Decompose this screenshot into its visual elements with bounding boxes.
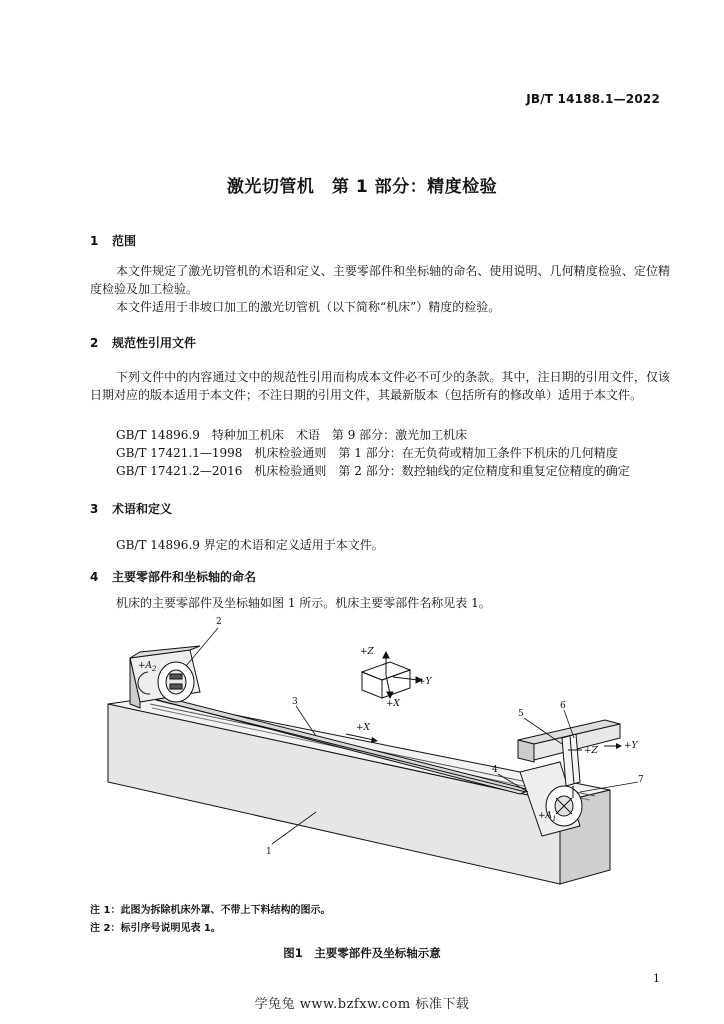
figure-caption: 图1 主要零部件及坐标轴示意: [283, 946, 441, 960]
section-title: 主要零部件和坐标轴的命名: [112, 570, 257, 584]
section-1-heading: [90, 232, 136, 249]
axis-label-z: +Z: [360, 647, 374, 657]
section-title: 规范性引用文件: [112, 336, 197, 350]
callout-3: 3: [292, 697, 298, 707]
axis-label-z-right: +Z: [584, 746, 598, 756]
section-4-heading: [90, 568, 256, 585]
section-number: 2: [90, 336, 99, 350]
axis-label-a2: $+A_2$: [138, 661, 157, 673]
section-3-heading: [90, 500, 172, 517]
callout-6: 6: [560, 701, 566, 711]
section-title: 术语和定义: [112, 502, 173, 516]
page-number: 1: [653, 972, 660, 985]
reference-item: GB/T 17421.2—2016 机床检验通则 第 2 部分：数控轴线的定位精度和重复定位精度的确定: [116, 464, 630, 478]
y-axis-arrowhead-right: [616, 743, 622, 749]
machine-diagram: [90, 612, 670, 902]
reference-item: GB/T 14896.9 特种加工机床 术语 第 9 部分：激光加工机床: [116, 428, 468, 442]
section-1-paragraph-2: 本文件适用于非坡口加工的激光切管机（以下简称“机床”）精度的检验。: [116, 300, 501, 314]
x-axis-arrowhead: [371, 737, 378, 743]
callout-4: 4: [492, 765, 498, 775]
section-1-paragraph-1: 本文件规定了激光切管机的术语和定义、主要零部件和坐标轴的命名、使用说明、几何精度检验、定位精度检验及加工检验。: [90, 264, 670, 296]
section-title: 范围: [112, 234, 137, 248]
axis-label-y: +Y: [418, 677, 432, 687]
callout-1: 1: [266, 847, 272, 857]
callout-7: 7: [638, 775, 644, 785]
figure-note-2: 注 2：标引序号说明见表 1。: [90, 923, 221, 934]
section-number: 1: [90, 234, 99, 248]
axis-label-y-right: +Y: [624, 741, 638, 751]
callout-5: 5: [518, 709, 524, 719]
callout-2: 2: [216, 617, 222, 627]
coordinate-system: [362, 652, 422, 698]
reference-item: GB/T 17421.1—1998 机床检验通则 第 1 部分：在无负荷或精加工条件下机床的几何精度: [116, 446, 618, 460]
figure-note-1: 注 1：此图为拆除机床外罩、不带上下料结构的图示。: [90, 905, 331, 916]
standard-code: JB/T 14188.1—2022: [526, 92, 660, 106]
section-number: 4: [90, 570, 99, 584]
section-number: 3: [90, 502, 99, 516]
document-title: 激光切管机 第 1 部分：精度检验: [226, 177, 498, 197]
axis-label-a1: $+A_1$: [538, 811, 557, 823]
axis-label-x-main: +X: [356, 723, 370, 733]
axis-label-x: +X: [386, 699, 400, 709]
section-2-heading: [90, 334, 196, 351]
section-4-paragraph-1: 机床的主要零部件及坐标轴如图 1 所示。机床主要零部件名称见表 1。: [116, 596, 491, 610]
section-2-paragraph-1: 下列文件中的内容通过文中的规范性引用而构成本文件必不可少的条款。其中，注日期的引用文件，仅该日期对应的版本适用于本文件；不注日期的引用文件，其最新版本（包括所有的修改单）适用于本文件。: [90, 370, 670, 402]
site-watermark: 学兔兔 www.bzfxw.com 标准下载: [254, 997, 470, 1012]
section-3-paragraph-1: GB/T 14896.9 界定的术语和定义适用于本文件。: [116, 538, 384, 552]
